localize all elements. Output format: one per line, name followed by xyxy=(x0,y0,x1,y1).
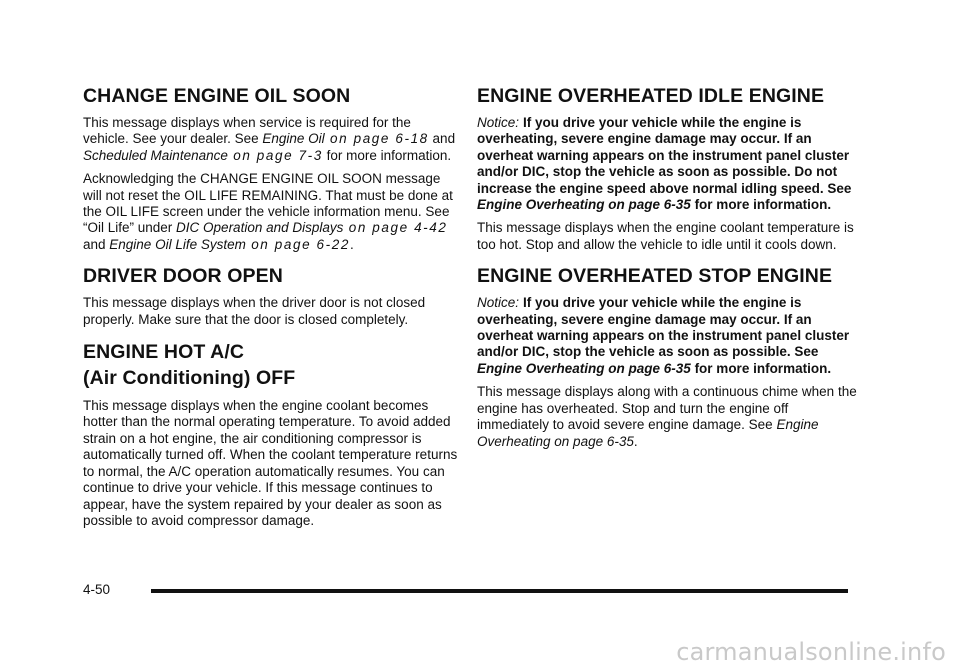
section-engine-hot-ac-off xyxy=(83,339,458,529)
text: This message displays when service is required for the vehicle. See your dealer. See xyxy=(83,115,411,147)
text: for more information. xyxy=(322,147,452,163)
text: for more information. xyxy=(690,197,832,213)
ref-page: on page 6-18 xyxy=(324,131,429,147)
reference-link[interactable]: Engine Overheating on page 6-35 xyxy=(477,417,819,449)
watermark: carmanualsonline.info xyxy=(676,638,946,666)
reference-link[interactable] xyxy=(109,237,350,252)
heading-line: ENGINE HOT A/C xyxy=(83,341,245,364)
text: for more information. xyxy=(690,360,832,376)
section-engine-overheated-stop-engine xyxy=(477,264,857,450)
section-heading xyxy=(83,339,458,391)
notice-paragraph xyxy=(477,115,857,213)
text: Acknowledging the CHANGE ENGINE OIL SOON message will not reset the OIL LIFE REMAINING. That must be done at the OIL LIFE screen under the vehicle information menu. See “Oil Life” under xyxy=(83,171,453,236)
body-paragraph: This message displays when the driver door is not closed properly. Make sure that the door is closed completely. xyxy=(83,295,426,327)
ref-page: on page 7-3 xyxy=(227,147,323,163)
reference-link[interactable]: Engine Overheating on page 6-35 xyxy=(477,360,691,376)
ref-title: Engine Oil Life System xyxy=(109,236,246,252)
section-heading: ENGINE OVERHEATED IDLE ENGINE xyxy=(477,85,825,107)
ref-title: DIC Operation and Displays xyxy=(176,220,344,236)
reference-link[interactable] xyxy=(83,148,323,163)
ref-title: Scheduled Maintenance xyxy=(83,147,228,163)
text: . xyxy=(349,236,354,252)
body-paragraph xyxy=(83,171,458,253)
section-heading: ENGINE OVERHEATED STOP ENGINE xyxy=(477,265,833,288)
reference-link[interactable] xyxy=(176,220,447,235)
body-paragraph xyxy=(83,115,458,164)
section-heading: DRIVER DOOR OPEN xyxy=(83,265,283,288)
section-driver-door-open xyxy=(83,264,458,328)
ref-title: Engine Oil xyxy=(262,131,325,147)
body-paragraph: This message displays when the engine coolant temperature is too hot. Stop and allow the vehicle to idle until it cools down. xyxy=(477,220,854,252)
section-engine-overheated-idle-engine xyxy=(477,84,857,253)
footer-rule xyxy=(151,589,848,593)
heading-line: (Air Conditioning) OFF xyxy=(83,367,296,390)
body-paragraph: This message displays when the engine coolant becomes hotter than the normal operating temperature. To avoid added strain on a hot engine, the air conditioning compressor is automatically turned off. When the coolant temperature returns to normal, the A/C operation automatically resumes. You can continue to drive your vehicle. If this message continues to appear, have the system repaired by your dealer as soon as possible to avoid compressor damage. xyxy=(83,398,458,528)
text: . xyxy=(633,433,638,449)
text: This message displays along with a continuous chime when the engine has overheated. Stop and turn the engine off immediately to avoid severe engine damage. See xyxy=(477,384,857,433)
ref-page: on page 4-42 xyxy=(343,220,448,236)
text: and xyxy=(83,236,110,252)
section-change-engine-oil-soon xyxy=(83,84,458,253)
text: If you drive your vehicle while the engine is overheating, severe engine damage may occur. If an overheat warning appears on the instrument panel cluster and/or DIC, stop the vehicle as soon as possible. See xyxy=(477,295,850,360)
reference-link[interactable] xyxy=(262,131,428,146)
page-number: 4-50 xyxy=(83,582,111,597)
ref-page: on page 6-22 xyxy=(245,236,350,252)
body-paragraph xyxy=(477,384,857,450)
notice-label: Notice: xyxy=(477,295,520,311)
text: If you drive your vehicle while the engine is overheating, severe engine damage may occur. If an overheat warning appears on the instrument panel cluster and/or DIC, stop the vehicle as soon as possible. Do not increase the engine speed above normal idling speed. See xyxy=(477,115,852,196)
notice-paragraph xyxy=(477,295,857,377)
notice-label: Notice: xyxy=(477,115,520,130)
left-column xyxy=(83,84,458,540)
text: and xyxy=(428,131,456,147)
section-heading: CHANGE ENGINE OIL SOON xyxy=(83,85,351,107)
reference-link[interactable]: Engine Overheating on page 6-35 xyxy=(477,197,691,213)
right-column xyxy=(477,84,857,461)
